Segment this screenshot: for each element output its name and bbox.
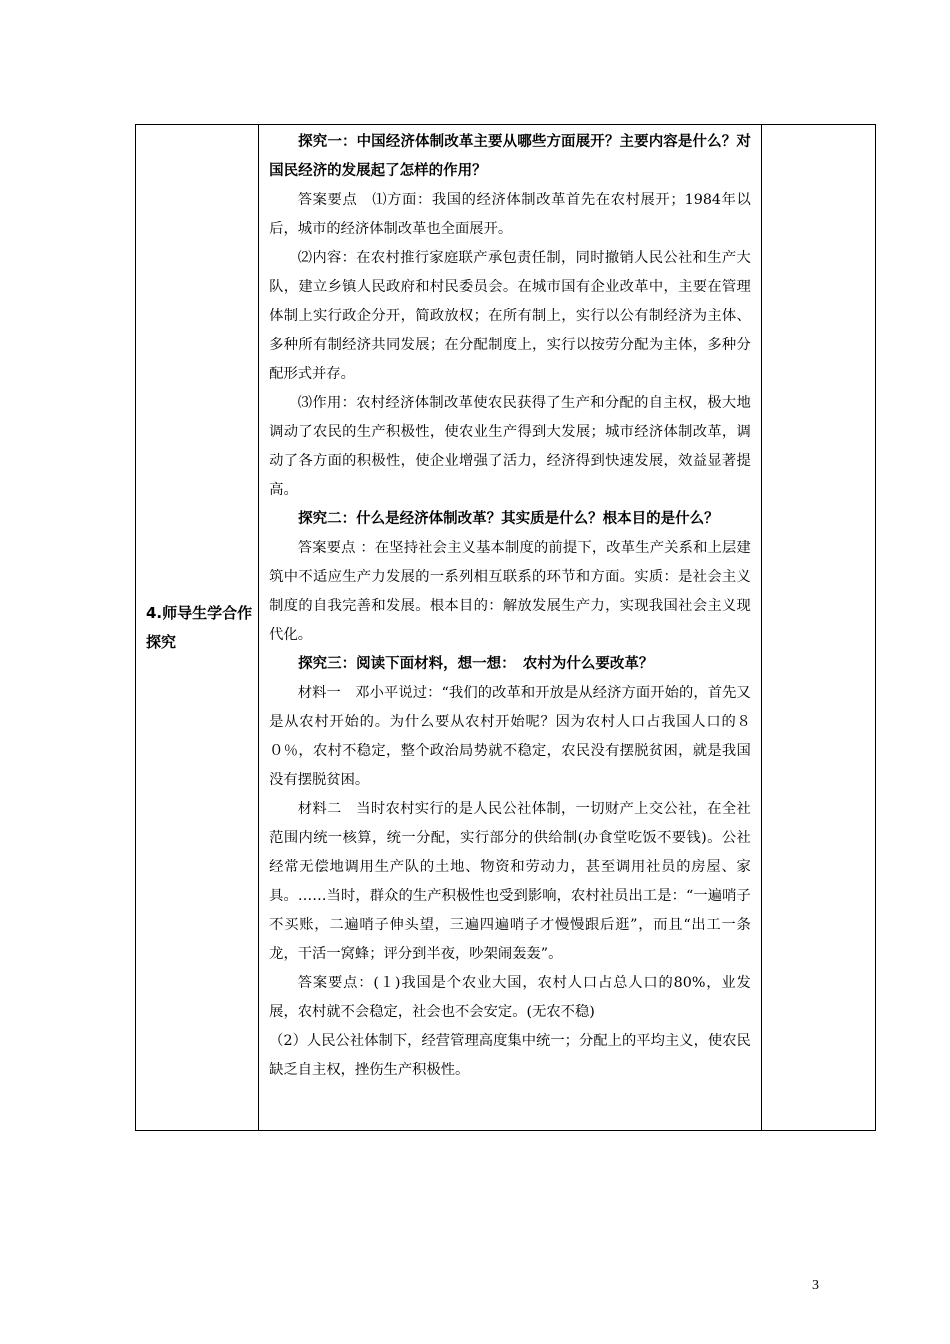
inquiry-3-answer-2: （2）人民公社体制下，经营管理高度集中统一；分配上的平均主义，使农民缺乏自主权，挫伤生产积极性。 bbox=[269, 1033, 751, 1078]
material-1: 材料一 邓小平说过：“我们的改革和开放是从经济方面开始的，首先又是从农村开始的。为什么要从农村开始呢？因为农村人口占我国人口的８０％，农村不稳定，整个政治局势就不稳定，农民没有摆脱贫困，就是我国没有摆脱贫困。 bbox=[269, 685, 751, 788]
inquiry-2-answer: 答案要点 ：在坚持社会主义基本制度的前提下，改革生产关系和上层建筑中不适应生产力发展的一系列相互联系的环节和方面。实质：是社会主义制度的自我完善和发展。根本目的：解放发展生产力，实现我国社会主义现代化。 bbox=[269, 540, 751, 643]
notes-cell bbox=[761, 125, 875, 1131]
inquiry-2-question: 探究二：什么是经济体制改革？其实质是什么？根本目的是什么？ bbox=[298, 511, 719, 527]
section-label-cell bbox=[136, 125, 259, 1131]
inquiry-1-answer-effect: ⑶作用：农村经济体制改革使农民获得了生产和分配的自主权，极大地调动了农民的生产积极性，使农业生产得到大发展；城市经济体制改革，调动了各方面的积极性，使企业增强了活力，经济得到快速发展，效益显著提高。 bbox=[269, 395, 751, 498]
inquiry-1-question: 探究一：中国经济体制改革主要从哪些方面展开？主要内容是什么？对国民经济的发展起了怎样的作用？ bbox=[269, 134, 751, 179]
content-cell bbox=[259, 125, 762, 1131]
table-row bbox=[136, 125, 876, 1131]
inquiry-3-question: 探究三：阅读下面材料，想一想： 农村为什么要改革？ bbox=[298, 656, 654, 672]
page-number: 3 bbox=[812, 1278, 819, 1293]
material-2: 材料二 当时农村实行的是人民公社体制，一切财产上交公社，在全社范围内统一核算，统一分配，实行部分的供给制(办食堂吃饭不要钱)。公社经常无偿地调用生产队的土地、物资和劳动力，甚至调用社员的房屋、家具。……当时，群众的生产积极性也受到影响，农村社员出工是：“一遍哨子不买账，二遍哨子伸头望，三遍四遍哨子才慢慢跟后逛”，而且“出工一条龙，干活一窝蜂；评分到半夜，吵架闹轰轰”。 bbox=[269, 801, 751, 962]
inquiry-1-answer-aspect: 答案要点 ⑴方面：我国的经济体制改革首先在农村展开；1984年以后，城市的经济体制改革也全面展开。 bbox=[269, 192, 751, 237]
inquiry-1-answer-content: ⑵内容：在农村推行家庭联产承包责任制，同时撤销人民公社和生产大队，建立乡镇人民政府和村民委员会。在城市国有企业改革中，主要在管理体制上实行政企分开，简政放权；在所有制上，实行以公有制经济为主体、多种所有制经济共同发展；在分配制度上，实行以按劳分配为主体，多种分配形式并存。 bbox=[269, 250, 751, 382]
section-label: 4.师导生学合作探究 bbox=[146, 603, 253, 651]
inquiry-3-answer-1: 答案要点：(１)我国是个农业大国，农村人口占总人口的80%，业发展，农村就不会稳定，社会也不会安定。(无农不稳) bbox=[269, 975, 751, 1020]
lesson-table bbox=[135, 124, 876, 1131]
